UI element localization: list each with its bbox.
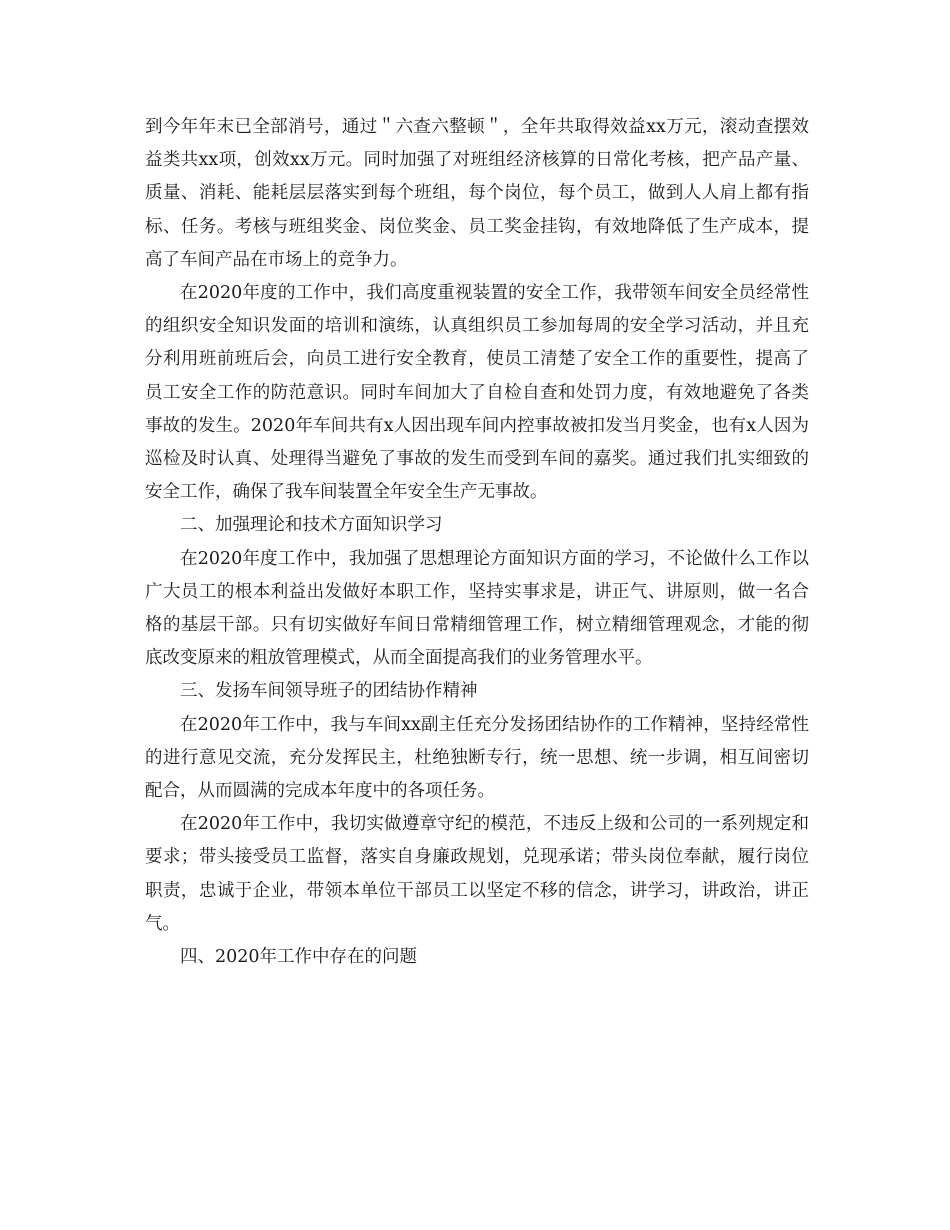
paragraph-theory-study: 在2020年度工作中，我加强了思想理论方面知识方面的学习，不论做什么工作以广大员工的根本利益出发做好本职工作，坚持实事求是，讲正气、讲原则，做一名合格的基层干部。只有切实做好车间日常精细管理工作，树立精细管理观念，才能的彻底改变原来的粗放管理模式，从而全面提高我们的业务管理水平。 (145, 548, 809, 669)
paragraph-discipline: 在2020年工作中，我切实做遵章守纪的模范，不违反上级和公司的一系列规定和要求；带头接受员工监督，落实自身廉政规划，兑现承诺；带头岗位奉献，履行岗位职责，忠诚于企业，带领本单位干部员工以坚定不移的信念，讲学习，讲政治，讲正气。 (145, 814, 809, 934)
paragraph-teamwork: 在2020年工作中，我与车间xx副主任充分发扬团结协作的工作精神，坚持经常性的进行意见交流，充分发挥民主，杜绝独断专行，统一思想、统一步调，相互间密切配合，从而圆满的完成本年度中的各项任务。 (145, 714, 809, 802)
paragraph-continuation: 到今年年末已全部消号，通过＂六查六整顿＂，全年共取得效益xx万元，滚动查摆效益类共xx项，创效xx万元。同时加强了对班组经济核算的日常化考核，把产品产量、质量、消耗、能耗层层落实到每个班组，每个岗位，每个员工，做到人人肩上都有指标、任务。考核与班组奖金、岗位奖金、员工奖金挂钩，有效地降低了生产成本，提高了车间产品在市场上的竞争力。 (145, 117, 809, 270)
document-body (145, 111, 809, 974)
paragraph-safety-work: 在2020年度的工作中，我们高度重视装置的安全工作，我带领车间安全员经常性的组织安全知识发面的培训和演练，认真组织员工参加每周的安全学习活动，并且充分利用班前班后会，向员工进行安全教育，使员工清楚了安全工作的重要性，提高了员工安全工作的防范意识。同时车间加大了自检自查和处罚力度，有效地避免了各类事故的发生。2020年车间共有x人因出现车间内控事故被扣发当月奖金，也有x人因为巡检及时认真、处理得当避免了事故的发生而受到车间的嘉奖。通过我们扎实细致的安全工作，确保了我车间装置全年安全生产无事故。 (145, 283, 809, 503)
section-heading-3: 三、发扬车间领导班子的团结协作精神 (180, 681, 478, 702)
section-heading-2: 二、加强理论和技术方面知识学习 (180, 515, 443, 536)
section-heading-4: 四、2020年工作中存在的问题 (180, 947, 418, 968)
